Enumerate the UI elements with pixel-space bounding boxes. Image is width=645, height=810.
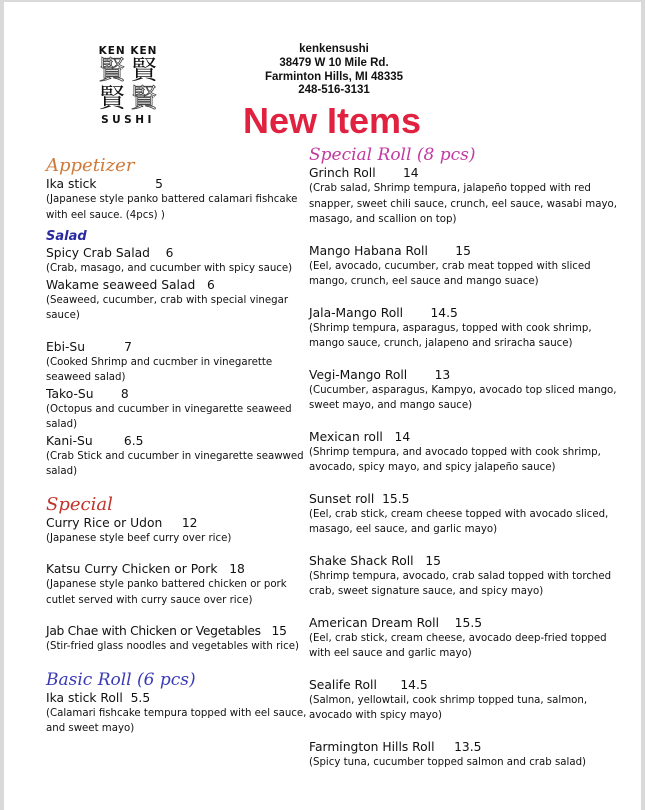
item-price: 14 — [402, 166, 419, 180]
menu-item — [309, 429, 629, 476]
item-name: Spicy Crab Salad — [46, 246, 150, 260]
item-price: 6 — [165, 246, 174, 260]
item-description: (Crab, masago, and cucumber with spicy sauce) — [46, 263, 293, 274]
item-heading — [46, 339, 308, 355]
item-description: (Octopus and cucumber in vinegarette seaweed salad) — [46, 403, 292, 430]
item-heading — [309, 553, 629, 569]
item-heading — [46, 515, 308, 531]
menu-item — [309, 553, 629, 600]
page-title: New Items — [242, 100, 422, 141]
item-name: Curry Rice or Udon — [46, 515, 163, 530]
logo-kanji-outline: 賢 — [130, 84, 157, 114]
item-price: 14.5 — [430, 305, 458, 320]
item-price: 6.5 — [123, 433, 144, 448]
item-heading — [309, 677, 629, 693]
item-heading — [46, 433, 308, 449]
item-heading — [46, 690, 308, 706]
menu-item — [46, 339, 308, 386]
item-price: 6 — [207, 277, 215, 292]
item-name: Jala-Mango Roll — [309, 305, 404, 320]
item-price: 18 — [229, 562, 245, 576]
item-name: American Dream Roll — [309, 615, 440, 630]
logo-bottom-text: SUSHI — [101, 114, 155, 126]
item-name: Sealife Roll — [309, 677, 377, 692]
item-name: Ebi-Su — [46, 339, 86, 354]
menu-item — [309, 491, 629, 538]
item-heading — [46, 277, 308, 293]
menu-item — [46, 623, 308, 655]
item-price: 15.5 — [382, 491, 410, 506]
item-name: Farmington Hills Roll — [309, 739, 435, 754]
menu-item — [309, 739, 629, 771]
menu-item — [46, 515, 308, 547]
restaurant-name: kenkensushi — [299, 43, 369, 55]
logo-kanji-block — [96, 57, 160, 113]
item-description: (Eel, crab stick, cream cheese, avocado deep-fried topped with eel sauce and garlic mayo) — [309, 632, 607, 659]
item-price: 15.5 — [454, 615, 483, 630]
item-description: (Eel, crab stick, cream cheese topped with avocado sliced, masago, eel sauce, and garlic mayo) — [309, 508, 609, 535]
item-description: (Japanese style beef curry over rice) — [46, 532, 232, 544]
item-description: (Crab Stick and cucumber in vinegarette seawwed salad) — [46, 450, 304, 477]
left-column — [46, 156, 308, 737]
menu-item — [309, 305, 629, 352]
item-description: (Cooked Shrimp and cucmber in vinegarette seaweed salad) — [46, 356, 273, 383]
section-title-basic-roll: Basic Roll (6 pcs) — [46, 669, 196, 690]
item-description: (Cucumber, asparagus, Kampyo, avocado top sliced mango, sweet mayo, and mango sauce) — [309, 384, 617, 411]
menu-item — [46, 386, 308, 433]
logo-kanji-solid: 賢 — [130, 56, 157, 86]
item-description: (Calamari fishcake tempura topped with eel sauce, and sweet mayo) — [46, 707, 307, 734]
item-name: Shake Shack Roll — [309, 553, 414, 568]
item-name: Jab Chae with Chicken or Vegetables — [46, 624, 261, 638]
item-name: Wakame seaweed Salad — [46, 277, 196, 292]
restaurant-address — [214, 43, 454, 98]
item-name: Mexican roll — [309, 429, 383, 444]
menu-item — [46, 561, 308, 608]
item-price: 14 — [394, 429, 411, 444]
menu-item — [309, 615, 629, 662]
address-line-2: Farminton Hills, MI 48335 — [264, 70, 404, 83]
item-name: Katsu Curry Chicken or Pork — [46, 562, 218, 576]
item-description: (Japanese style panko battered calamari fishcake with eel sauce. (4pcs) ) — [46, 194, 298, 221]
item-price: 13.5 — [454, 739, 482, 754]
item-price: 15 — [425, 553, 441, 568]
menu-item — [309, 243, 629, 290]
item-heading — [46, 386, 308, 402]
item-description: (Shrimp tempura, avocado, crab salad topped with torched crab, sweet signature sauce, and spicy mayo) — [309, 570, 612, 597]
item-heading — [46, 623, 308, 639]
item-description: (Seaweed, cucumber, crab with special vinegar sauce) — [46, 294, 289, 321]
item-price: 14.5 — [400, 677, 428, 692]
menu-page — [4, 2, 641, 810]
item-price: 5 — [155, 177, 163, 191]
item-description: (Eel, avocado, cucumber, crab meat topped with sliced mango, crunch, eel sauce and mango suace) — [309, 260, 591, 287]
item-name: Tako-Su — [46, 386, 94, 401]
item-price: 8 — [120, 386, 129, 401]
item-name: Kani-Su — [46, 433, 93, 448]
section-title-salad: Salad — [46, 229, 87, 244]
item-name: Ika stick — [46, 177, 97, 191]
item-name: Vegi-Mango Roll — [309, 367, 408, 382]
menu-item — [46, 277, 308, 324]
section-title-special: Special — [46, 493, 113, 515]
item-price: 15 — [455, 243, 471, 258]
address-line-1: 38479 W 10 Mile Rd. — [279, 56, 389, 69]
menu-item — [46, 176, 308, 223]
item-description: (Japanese style panko battered chicken or pork cutlet served with curry sauce over rice) — [46, 579, 287, 606]
phone-number: 248-516-3131 — [298, 84, 370, 97]
item-heading — [309, 367, 629, 383]
item-heading — [46, 561, 308, 577]
menu-item — [46, 433, 308, 480]
item-heading — [309, 491, 629, 507]
menu-item — [46, 690, 308, 737]
item-description: (Salmon, yellowtail, cook shrimp topped tuna, salmon, avocado with spicy mayo) — [309, 694, 588, 721]
item-description: (Spicy tuna, cucumber topped salmon and crab salad) — [309, 756, 587, 768]
item-price: 15 — [271, 624, 287, 638]
item-price: 13 — [434, 367, 451, 382]
right-column — [309, 145, 629, 770]
item-description: (Stir-fried glass noodles and vegetables with rice) — [46, 641, 299, 652]
logo-kanji-outline: 賢 — [98, 56, 125, 86]
item-price: 7 — [124, 339, 132, 354]
item-price: 12 — [181, 515, 198, 530]
item-description: (Crab salad, Shrimp tempura, jalapeño topped with red snapper, sweet chili sauce, crunch, eel sauce, wasabi mayo, masago, and scallion on top) — [309, 183, 617, 225]
item-heading — [46, 176, 308, 192]
item-name: Grinch Roll — [309, 166, 376, 180]
restaurant-logo — [96, 45, 160, 126]
item-heading — [309, 243, 629, 259]
item-name: Mango Habana Roll — [309, 243, 428, 258]
item-heading — [309, 739, 629, 755]
item-heading — [309, 429, 629, 445]
item-price: 5.5 — [130, 690, 151, 705]
item-heading — [309, 165, 629, 181]
menu-item — [309, 367, 629, 414]
logo-kanji-solid: 賢 — [98, 84, 125, 114]
item-description: (Shrimp tempura, and avocado topped with cook shrimp, avocado, spicy mayo, and spicy jalapeño sauce) — [309, 446, 601, 473]
section-title-appetizer: Appetizer — [46, 155, 135, 176]
item-name: Ika stick Roll — [46, 690, 123, 705]
menu-item — [309, 677, 629, 724]
item-heading — [309, 305, 629, 321]
item-heading — [309, 615, 629, 631]
item-description: (Shrimp tempura, asparagus, topped with cook shrimp, mango sauce, crunch, jalapeno and sriracha sauce) — [309, 322, 592, 349]
logo-top-text: KEN KEN — [98, 45, 158, 57]
section-title-special-roll: Special Roll (8 pcs) — [309, 145, 476, 165]
item-heading — [46, 245, 308, 261]
item-name: Sunset roll — [309, 491, 375, 506]
menu-item — [309, 165, 629, 228]
menu-item — [46, 245, 308, 277]
